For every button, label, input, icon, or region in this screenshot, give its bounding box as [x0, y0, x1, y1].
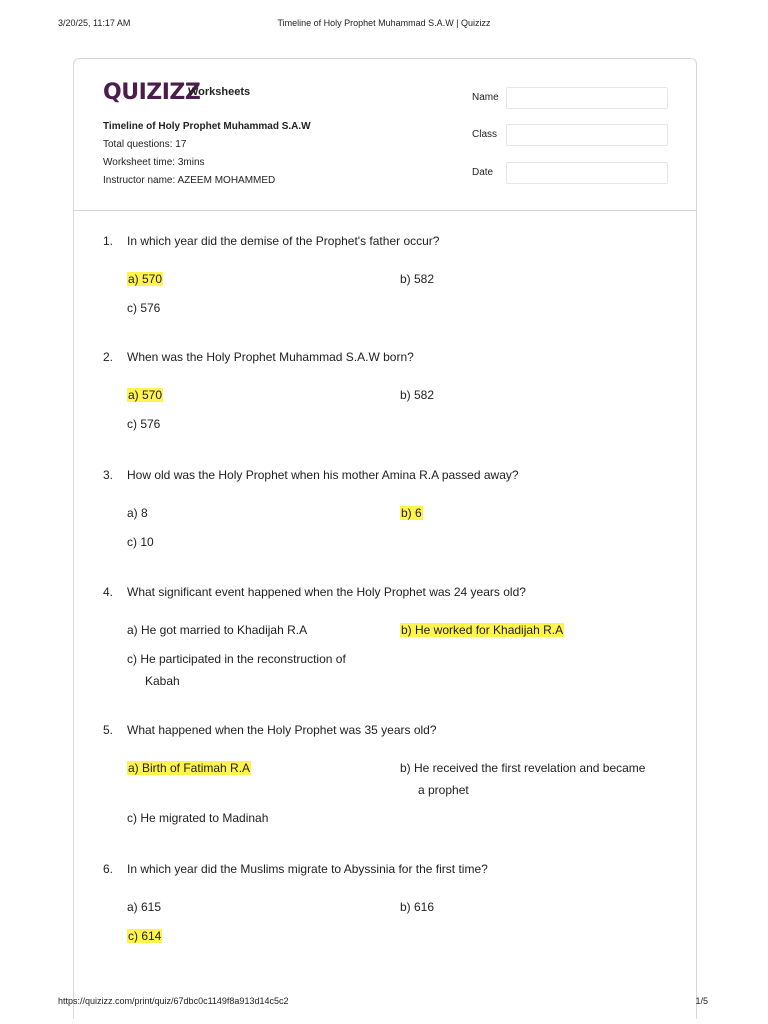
name-field[interactable]	[506, 87, 668, 109]
answer-option	[127, 384, 163, 406]
answer-label: a) 615	[127, 900, 162, 914]
question-text: How old was the Holy Prophet when his mother Amina R.A passed away?	[127, 468, 519, 482]
answer-option	[400, 384, 434, 406]
print-header	[0, 18, 768, 32]
instructor-name: Instructor name: AZEEM MOHAMMED	[103, 175, 276, 186]
date-label: Date	[472, 167, 494, 178]
answer-option	[127, 757, 251, 779]
question-number: 3.	[103, 468, 114, 482]
answer-option	[400, 757, 645, 801]
answer-option	[127, 297, 160, 319]
page-number: 1/5	[695, 996, 708, 1006]
answer-label: b) He received the first revelation and became	[400, 761, 646, 775]
question-text: When was the Holy Prophet Muhammad S.A.W born?	[127, 350, 414, 364]
answer-label: a) He got married to Khadijah R.A	[127, 623, 308, 637]
answer-option	[127, 268, 163, 290]
worksheet-time: Worksheet time: 3mins	[103, 157, 205, 168]
answer-option	[400, 896, 434, 918]
answer-label: c) He migrated to Madinah	[127, 811, 269, 825]
quiz-title: Timeline of Holy Prophet Muhammad S.A.W	[103, 121, 311, 132]
class-field[interactable]	[506, 124, 668, 146]
question-number: 6.	[103, 862, 114, 876]
question-text: What happened when the Holy Prophet was 35 years old?	[127, 723, 437, 737]
answer-label: b) 582	[400, 272, 435, 286]
correct-answer-label: b) 6	[401, 506, 422, 520]
answer-option	[400, 619, 564, 641]
worksheet-header	[74, 59, 696, 211]
answer-label: a) 8	[127, 506, 148, 520]
print-date: 3/20/25, 11:17 AM	[58, 18, 131, 28]
correct-answer-label: c) 614	[128, 929, 162, 943]
question-text: What significant event happened when the Holy Prophet was 24 years old?	[127, 585, 526, 599]
correct-answer-label: a) 570	[128, 272, 163, 286]
answer-option	[127, 619, 307, 641]
date-field[interactable]	[506, 162, 668, 184]
answer-option	[127, 502, 148, 524]
correct-answer-label: b) He worked for Khadijah R.A	[401, 623, 564, 637]
answer-label: c) 576	[127, 417, 161, 431]
question-number: 5.	[103, 723, 114, 737]
answer-label: c) He participated in the reconstruction of	[127, 652, 346, 666]
correct-answer-label: a) Birth of Fatimah R.A	[128, 761, 251, 775]
question-text: In which year did the Muslims migrate to Abyssinia for the first time?	[127, 862, 488, 876]
question-number: 4.	[103, 585, 114, 599]
correct-answer-label: a) 570	[128, 388, 163, 402]
class-label: Class	[472, 129, 498, 140]
answer-label: b) 616	[400, 900, 435, 914]
logo-subtitle: Worksheets	[188, 86, 251, 98]
question-number: 1.	[103, 234, 114, 248]
print-url: https://quizizz.com/print/quiz/67dbc0c1149f8a913d14c5c2	[58, 996, 289, 1006]
answer-label: b) 582	[400, 388, 435, 402]
answer-option	[400, 502, 423, 524]
answer-label: c) 10	[127, 535, 154, 549]
print-title: Timeline of Holy Prophet Muhammad S.A.W | Quizizz	[277, 18, 491, 28]
answer-option	[127, 531, 154, 553]
quizizz-logo: QUIZIZZ	[103, 80, 201, 105]
answer-option	[400, 268, 434, 290]
answer-label-continued: Kabah	[145, 674, 180, 688]
answer-option	[127, 648, 346, 692]
total-questions: Total questions: 17	[103, 139, 187, 150]
answer-option	[127, 896, 161, 918]
answer-option	[127, 413, 160, 435]
answer-label-continued: a prophet	[418, 783, 469, 797]
question-text: In which year did the demise of the Prophet's father occur?	[127, 234, 440, 248]
question-number: 2.	[103, 350, 114, 364]
answer-label: c) 576	[127, 301, 161, 315]
name-label: Name	[472, 92, 499, 103]
answer-option	[127, 807, 268, 829]
answer-option	[127, 925, 162, 947]
